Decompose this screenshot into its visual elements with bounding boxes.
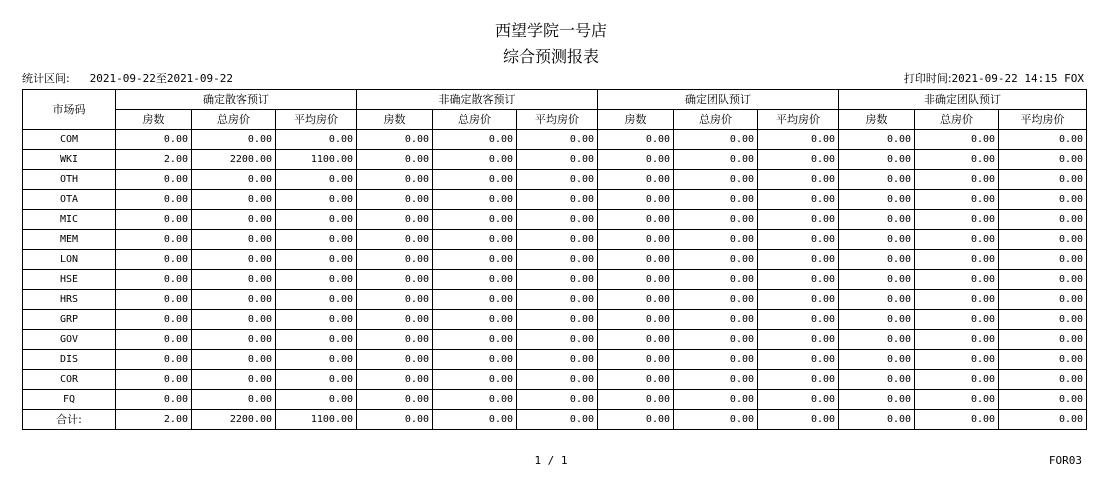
value-cell: 0.00 — [116, 250, 192, 270]
value-cell: 0.00 — [357, 150, 433, 170]
hotel-name: 西望学院一号店 — [494, 21, 607, 40]
value-cell: 0.00 — [674, 370, 758, 390]
value-cell: 0.00 — [674, 130, 758, 150]
value-cell: 0.00 — [357, 350, 433, 370]
value-cell: 0.00 — [674, 250, 758, 270]
value-cell: 0.00 — [192, 130, 276, 150]
value-cell: 0.00 — [116, 370, 192, 390]
range-label: 统计区间: — [22, 72, 70, 85]
table-row — [23, 330, 1087, 350]
total-rate-header: 总房价 — [915, 110, 999, 130]
value-cell: 0.00 — [192, 170, 276, 190]
value-cell: 0.00 — [357, 230, 433, 250]
value-cell: 0.00 — [517, 190, 598, 210]
value-cell: 0.00 — [357, 390, 433, 410]
value-cell: 0.00 — [598, 290, 674, 310]
value-cell: 0.00 — [192, 270, 276, 290]
value-cell: 0.00 — [517, 230, 598, 250]
value-cell: 0.00 — [839, 390, 915, 410]
value-cell: 0.00 — [276, 290, 357, 310]
value-cell: 0.00 — [758, 210, 839, 230]
table-row — [23, 170, 1087, 190]
range-value: 2021-09-22至2021-09-22 — [89, 72, 234, 85]
total-rate-header: 总房价 — [192, 110, 276, 130]
value-cell: 0.00 — [999, 170, 1087, 190]
value-cell: 0.00 — [276, 190, 357, 210]
table-row — [23, 250, 1087, 270]
rooms-header: 房数 — [839, 110, 915, 130]
value-cell: 0.00 — [758, 330, 839, 350]
value-cell: 0.00 — [839, 310, 915, 330]
print-value: 2021-09-22 14:15 FOX — [951, 72, 1084, 85]
value-cell: 0.00 — [999, 130, 1087, 150]
total-rate-header: 总房价 — [433, 110, 517, 130]
value-cell: 0.00 — [839, 170, 915, 190]
total-rate-header: 总房价 — [674, 110, 758, 130]
value-cell: 0.00 — [915, 230, 999, 250]
value-cell: 0.00 — [517, 350, 598, 370]
value-cell: 0.00 — [598, 190, 674, 210]
value-cell: 0.00 — [598, 170, 674, 190]
value-cell: 0.00 — [915, 350, 999, 370]
group-header: 确定团队预订 — [598, 90, 839, 110]
value-cell: 0.00 — [357, 330, 433, 350]
total-row — [23, 410, 1087, 430]
market-code-cell: MEM — [23, 230, 116, 250]
value-cell: 0.00 — [357, 290, 433, 310]
value-cell: 0.00 — [839, 370, 915, 390]
value-cell: 0.00 — [674, 170, 758, 190]
value-cell: 0.00 — [116, 190, 192, 210]
value-cell: 0.00 — [598, 310, 674, 330]
value-cell: 0.00 — [839, 130, 915, 150]
market-code-header: 市场码 — [23, 90, 116, 130]
value-cell: 2.00 — [116, 150, 192, 170]
value-cell: 0.00 — [192, 210, 276, 230]
value-cell: 0.00 — [915, 390, 999, 410]
total-value-cell: 0.00 — [915, 410, 999, 430]
value-cell: 0.00 — [433, 350, 517, 370]
value-cell: 0.00 — [517, 170, 598, 190]
total-value-cell: 0.00 — [674, 410, 758, 430]
value-cell: 0.00 — [116, 230, 192, 250]
value-cell: 0.00 — [116, 270, 192, 290]
value-cell: 0.00 — [116, 210, 192, 230]
value-cell: 0.00 — [192, 250, 276, 270]
statistics-range — [22, 72, 233, 86]
value-cell: 0.00 — [839, 270, 915, 290]
value-cell: 0.00 — [517, 390, 598, 410]
value-cell: 0.00 — [276, 250, 357, 270]
table-row — [23, 290, 1087, 310]
value-cell: 0.00 — [433, 210, 517, 230]
value-cell: 0.00 — [116, 290, 192, 310]
value-cell: 0.00 — [999, 230, 1087, 250]
market-code-cell: HSE — [23, 270, 116, 290]
total-value-cell: 0.00 — [517, 410, 598, 430]
report-title: 综合预测报表 — [502, 47, 599, 66]
value-cell: 0.00 — [598, 210, 674, 230]
value-cell: 0.00 — [999, 370, 1087, 390]
table-row — [23, 270, 1087, 290]
value-cell: 0.00 — [999, 270, 1087, 290]
value-cell: 0.00 — [598, 390, 674, 410]
value-cell: 0.00 — [433, 190, 517, 210]
value-cell: 0.00 — [433, 150, 517, 170]
value-cell: 0.00 — [674, 150, 758, 170]
total-value-cell: 0.00 — [357, 410, 433, 430]
total-label: 合计: — [23, 410, 116, 430]
value-cell: 0.00 — [674, 390, 758, 410]
value-cell: 0.00 — [192, 370, 276, 390]
value-cell: 0.00 — [598, 250, 674, 270]
value-cell: 0.00 — [192, 310, 276, 330]
value-cell: 0.00 — [758, 350, 839, 370]
value-cell: 0.00 — [433, 250, 517, 270]
value-cell: 0.00 — [674, 270, 758, 290]
value-cell: 0.00 — [758, 390, 839, 410]
group-header: 非确定散客预订 — [357, 90, 598, 110]
value-cell: 0.00 — [839, 350, 915, 370]
value-cell: 0.00 — [433, 390, 517, 410]
table-body — [23, 130, 1087, 430]
value-cell: 0.00 — [839, 210, 915, 230]
value-cell: 0.00 — [674, 310, 758, 330]
total-value-cell: 0.00 — [999, 410, 1087, 430]
value-cell: 0.00 — [517, 270, 598, 290]
group-header: 非确定团队预订 — [839, 90, 1087, 110]
value-cell: 0.00 — [999, 250, 1087, 270]
value-cell: 1100.00 — [276, 150, 357, 170]
value-cell: 0.00 — [674, 210, 758, 230]
value-cell: 0.00 — [758, 250, 839, 270]
value-cell: 0.00 — [674, 190, 758, 210]
value-cell: 0.00 — [357, 310, 433, 330]
table-row — [23, 370, 1087, 390]
value-cell: 0.00 — [276, 270, 357, 290]
market-code-cell: FQ — [23, 390, 116, 410]
market-code-cell: DIS — [23, 350, 116, 370]
value-cell: 0.00 — [276, 330, 357, 350]
value-cell: 0.00 — [357, 370, 433, 390]
average-rate-header: 平均房价 — [758, 110, 839, 130]
value-cell: 0.00 — [598, 130, 674, 150]
value-cell: 0.00 — [276, 370, 357, 390]
value-cell: 0.00 — [758, 230, 839, 250]
market-code-cell: MIC — [23, 210, 116, 230]
value-cell: 0.00 — [192, 390, 276, 410]
value-cell: 0.00 — [276, 350, 357, 370]
value-cell: 0.00 — [433, 170, 517, 190]
value-cell: 0.00 — [192, 190, 276, 210]
value-cell: 0.00 — [999, 150, 1087, 170]
value-cell: 0.00 — [116, 310, 192, 330]
value-cell: 0.00 — [598, 270, 674, 290]
total-value-cell: 0.00 — [433, 410, 517, 430]
value-cell: 0.00 — [517, 250, 598, 270]
value-cell: 0.00 — [839, 150, 915, 170]
table-row — [23, 130, 1087, 150]
value-cell: 0.00 — [999, 190, 1087, 210]
value-cell: 0.00 — [915, 150, 999, 170]
value-cell: 0.00 — [357, 130, 433, 150]
value-cell: 0.00 — [433, 230, 517, 250]
value-cell: 0.00 — [915, 190, 999, 210]
value-cell: 0.00 — [758, 310, 839, 330]
value-cell: 0.00 — [276, 230, 357, 250]
value-cell: 0.00 — [674, 330, 758, 350]
value-cell: 0.00 — [999, 210, 1087, 230]
value-cell: 0.00 — [839, 230, 915, 250]
total-value-cell: 0.00 — [758, 410, 839, 430]
value-cell: 0.00 — [433, 130, 517, 150]
value-cell: 0.00 — [433, 290, 517, 310]
value-cell: 0.00 — [116, 330, 192, 350]
value-cell: 0.00 — [276, 170, 357, 190]
value-cell: 0.00 — [357, 210, 433, 230]
value-cell: 0.00 — [598, 230, 674, 250]
value-cell: 0.00 — [598, 350, 674, 370]
value-cell: 0.00 — [915, 310, 999, 330]
group-header: 确定散客预订 — [116, 90, 357, 110]
value-cell: 0.00 — [915, 330, 999, 350]
value-cell: 0.00 — [357, 170, 433, 190]
value-cell: 0.00 — [433, 370, 517, 390]
value-cell: 0.00 — [758, 290, 839, 310]
average-rate-header: 平均房价 — [276, 110, 357, 130]
print-time — [904, 72, 1084, 86]
forecast-table — [22, 89, 1087, 430]
total-value-cell: 2200.00 — [192, 410, 276, 430]
value-cell: 0.00 — [999, 290, 1087, 310]
market-code-cell: OTH — [23, 170, 116, 190]
value-cell: 0.00 — [357, 250, 433, 270]
value-cell: 0.00 — [758, 370, 839, 390]
market-code-cell: WKI — [23, 150, 116, 170]
value-cell: 0.00 — [276, 390, 357, 410]
value-cell: 0.00 — [915, 370, 999, 390]
value-cell: 0.00 — [839, 330, 915, 350]
value-cell: 0.00 — [999, 330, 1087, 350]
value-cell: 0.00 — [839, 290, 915, 310]
value-cell: 0.00 — [915, 270, 999, 290]
value-cell: 0.00 — [758, 270, 839, 290]
value-cell: 0.00 — [517, 290, 598, 310]
group-header-row — [23, 90, 1087, 110]
sub-header-row — [23, 110, 1087, 130]
value-cell: 0.00 — [192, 230, 276, 250]
market-code-cell: COM — [23, 130, 116, 150]
market-code-cell: HRS — [23, 290, 116, 310]
value-cell: 0.00 — [433, 330, 517, 350]
value-cell: 0.00 — [598, 330, 674, 350]
value-cell: 0.00 — [999, 390, 1087, 410]
value-cell: 0.00 — [116, 390, 192, 410]
value-cell: 0.00 — [758, 150, 839, 170]
page-indicator: 1 / 1 — [534, 454, 568, 467]
value-cell: 0.00 — [433, 270, 517, 290]
value-cell: 0.00 — [915, 210, 999, 230]
table-row — [23, 310, 1087, 330]
value-cell: 0.00 — [517, 330, 598, 350]
market-code-cell: OTA — [23, 190, 116, 210]
total-value-cell: 0.00 — [839, 410, 915, 430]
rooms-header: 房数 — [116, 110, 192, 130]
value-cell: 0.00 — [915, 170, 999, 190]
value-cell: 0.00 — [517, 130, 598, 150]
value-cell: 0.00 — [839, 250, 915, 270]
value-cell: 0.00 — [276, 130, 357, 150]
value-cell: 0.00 — [116, 130, 192, 150]
value-cell: 0.00 — [999, 350, 1087, 370]
table-row — [23, 150, 1087, 170]
value-cell: 0.00 — [758, 190, 839, 210]
value-cell: 0.00 — [192, 330, 276, 350]
value-cell: 0.00 — [517, 370, 598, 390]
value-cell: 0.00 — [598, 370, 674, 390]
value-cell: 0.00 — [517, 210, 598, 230]
print-label: 打印时间: — [903, 72, 952, 85]
value-cell: 0.00 — [915, 290, 999, 310]
value-cell: 0.00 — [357, 270, 433, 290]
value-cell: 0.00 — [674, 350, 758, 370]
value-cell: 0.00 — [758, 130, 839, 150]
total-value-cell: 0.00 — [598, 410, 674, 430]
rooms-header: 房数 — [598, 110, 674, 130]
value-cell: 0.00 — [357, 190, 433, 210]
value-cell: 0.00 — [517, 150, 598, 170]
table-row — [23, 230, 1087, 250]
value-cell: 0.00 — [433, 310, 517, 330]
value-cell: 0.00 — [276, 210, 357, 230]
total-value-cell: 2.00 — [116, 410, 192, 430]
average-rate-header: 平均房价 — [999, 110, 1087, 130]
table-row — [23, 390, 1087, 410]
total-value-cell: 1100.00 — [276, 410, 357, 430]
table-row — [23, 190, 1087, 210]
average-rate-header: 平均房价 — [517, 110, 598, 130]
report-code: FOR03 — [1048, 454, 1082, 467]
market-code-cell: LON — [23, 250, 116, 270]
table-row — [23, 210, 1087, 230]
market-code-cell: COR — [23, 370, 116, 390]
value-cell: 0.00 — [674, 290, 758, 310]
value-cell: 0.00 — [276, 310, 357, 330]
value-cell: 0.00 — [999, 310, 1087, 330]
value-cell: 0.00 — [915, 130, 999, 150]
rooms-header: 房数 — [357, 110, 433, 130]
market-code-cell: GOV — [23, 330, 116, 350]
value-cell: 0.00 — [192, 290, 276, 310]
table-row — [23, 350, 1087, 370]
value-cell: 0.00 — [116, 350, 192, 370]
value-cell: 0.00 — [192, 350, 276, 370]
value-cell: 0.00 — [674, 230, 758, 250]
market-code-cell: GRP — [23, 310, 116, 330]
value-cell: 0.00 — [915, 250, 999, 270]
value-cell: 0.00 — [839, 190, 915, 210]
value-cell: 0.00 — [517, 310, 598, 330]
value-cell: 0.00 — [598, 150, 674, 170]
value-cell: 0.00 — [758, 170, 839, 190]
value-cell: 0.00 — [116, 170, 192, 190]
value-cell: 2200.00 — [192, 150, 276, 170]
